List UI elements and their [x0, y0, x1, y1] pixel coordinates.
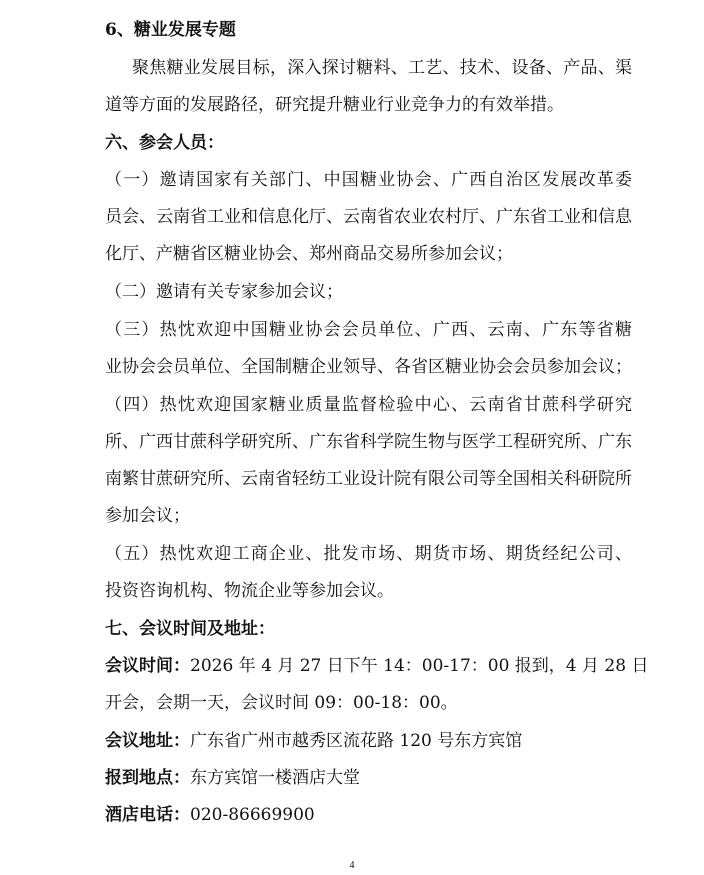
participants-item2-line1: （二）邀请有关专家参加会议； — [105, 282, 343, 302]
section6-line-2: 道等方面的发展路径，研究提升糖业行业竞争力的有效举措。 — [105, 95, 564, 115]
participants-item4-line4: 参加会议； — [105, 506, 190, 526]
participants-item4-line1: （四）热忱欢迎国家糖业质量监督检验中心、云南省甘蔗科学研究 — [105, 395, 632, 415]
meeting-address-label: 会议地址： — [105, 731, 190, 751]
section6-line-1: 聚焦糖业发展目标，深入探讨糖料、工艺、技术、设备、产品、渠 — [132, 58, 632, 78]
checkin-location-value: 东方宾馆一楼酒店大堂 — [190, 768, 360, 788]
participants-item1-line2: 员会、云南省工业和信息化厅、云南省农业农村厅、广东省工业和信息 — [105, 207, 632, 227]
meeting-time-value: 2026 年 4 月 27 日下午 14：00-17：00 报到，4 月 28 日 — [190, 656, 649, 676]
participants-item4-line3: 南繁甘蔗研究所、云南省轻纺工业设计院有限公司等全国相关科研院所 — [105, 469, 632, 489]
page-number: 4 — [349, 860, 355, 871]
meeting-time-label: 会议时间： — [105, 656, 190, 676]
hotel-phone-value: 020-86669900 — [190, 805, 315, 825]
participants-item5-line1: （五）热忱欢迎工商企业、批发市场、期货市场、期货经纪公司、 — [105, 544, 632, 564]
participants-item5-line2: 投资咨询机构、物流企业等参加会议。 — [105, 581, 394, 601]
participants-item1-line1: （一）邀请国家有关部门、中国糖业协会、广西自治区发展改革委 — [105, 170, 632, 190]
meeting-time-value-line2: 开会，会期一天，会议时间 09：00-18：00。 — [105, 693, 458, 713]
hotel-phone-label: 酒店电话： — [105, 805, 190, 825]
hotel-phone-row — [105, 805, 315, 825]
checkin-location-row — [105, 768, 360, 788]
participants-item3-line2: 业协会会员单位、全国制糖企业领导、各省区糖业协会会员参加会议； — [105, 357, 632, 377]
participants-item1-line3: 化厅、产糖省区糖业协会、郑州商品交易所参加会议； — [105, 244, 513, 264]
meeting-heading: 七、会议时间及地址： — [105, 619, 275, 639]
meeting-address-row — [105, 731, 522, 751]
meeting-address-value: 广东省广州市越秀区流花路 120 号东方宾馆 — [190, 731, 523, 751]
checkin-location-label: 报到地点： — [105, 768, 190, 788]
participants-item4-line2: 所、广西甘蔗科学研究所、广东省科学院生物与医学工程研究所、广东 — [105, 432, 632, 452]
section6-heading: 6、糖业发展专题 — [105, 20, 236, 40]
meeting-time-row — [105, 656, 648, 676]
participants-item3-line1: （三）热忱欢迎中国糖业协会会员单位、广西、云南、广东等省糖 — [105, 320, 632, 340]
participants-heading: 六、参会人员： — [105, 133, 224, 153]
